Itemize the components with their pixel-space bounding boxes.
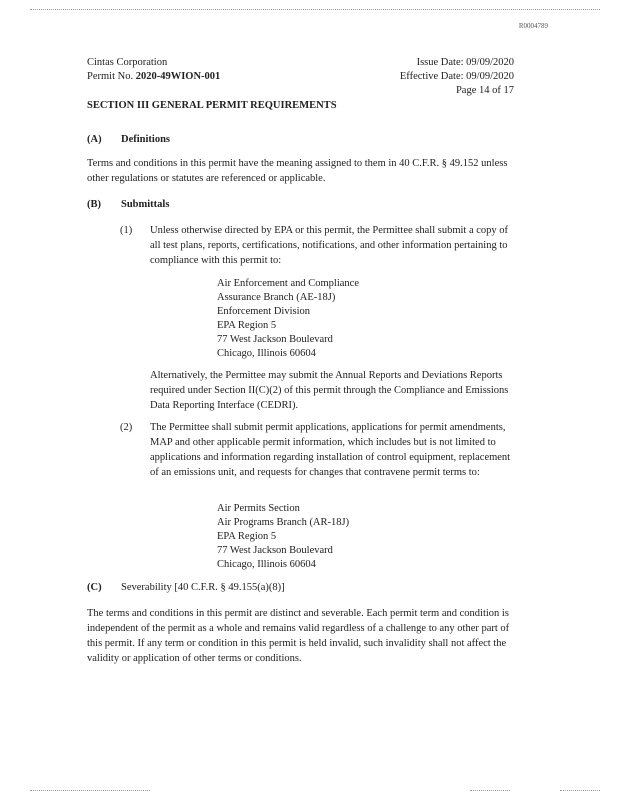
item-2-text: The Permittee shall submit permit applications, applications for permit amendments, MAP and other applicable permit information, which includes but is not limited to applications and information regarding installation of control equipment, replacement of an emissions unit, and requests for changes that contravene permit terms to: [150,422,511,478]
severability-paragraph: The terms and conditions in this permit are distinct and severable. Each permit term and condition is independent of the permit as a whole and remains valid regardless of a challenge to any other part of this permit. If any term or condition in this permit is held invalid, such invalidity shall not affect the validity or application of other terms or conditions. [87,608,510,664]
address-line: Chicago, Illinois 60604 [217,559,316,570]
header-right [400,56,514,98]
submittals-item-2 [120,420,520,480]
scan-edge-top [30,9,600,10]
address-line: EPA Region 5 [217,531,277,542]
permit-number: 2020-49WION-001 [135,71,221,82]
section-title: SECTION III GENERAL PERMIT REQUIREMENTS [87,100,337,111]
enforcement-address [217,277,359,361]
issue-date: Issue Date: 09/09/2020 [416,57,514,68]
address-line: Air Permits Section [217,503,300,514]
page-number: Page 14 of 17 [455,85,514,96]
submittals-item-1 [120,223,520,268]
scan-edge-bottom [560,790,600,791]
address-line: 77 West Jackson Boulevard [217,545,333,556]
permit-number-line [87,70,220,84]
address-line: EPA Region 5 [217,320,277,331]
address-line: Chicago, Illinois 60604 [217,348,316,359]
cedri-alternative-paragraph: Alternatively, the Permittee may submit the Annual Reports and Deviations Reports required under Section II(C)(2) of this permit through the Compliance and Emissions Data Reporting Interface (CEDRI). [150,370,509,411]
subsection-a-heading [87,132,170,147]
item-1-number: (1) [120,225,133,236]
header-left [87,56,220,84]
definitions-paragraph: Terms and conditions in this permit have the meaning assigned to them in 40 C.F.R. § 49.152 unless other regulations or statutes are referenced or applicable. [87,158,508,184]
subsection-b-letter: (B) [87,199,101,210]
scan-edge-bottom [30,790,150,791]
subsection-c-heading [87,580,285,595]
address-line: Assurance Branch (AE-18J) [217,292,336,303]
permit-label: Permit No. [87,71,136,82]
subsection-c-letter: (C) [87,582,102,593]
address-line: Air Enforcement and Compliance [217,278,359,289]
document-id: R0004789 [518,22,548,30]
item-2-number: (2) [120,422,133,433]
address-line: Enforcement Division [217,306,311,317]
address-line: 77 West Jackson Boulevard [217,334,333,345]
scan-edge-bottom [470,790,510,791]
subsection-b-heading [87,197,169,212]
address-line: Air Programs Branch (AR-18J) [217,517,350,528]
item-1-text: Unless otherwise directed by EPA or this permit, the Permittee shall submit a copy of all test plans, reports, certifications, notifications, and other information pertaining to compliance with this permit to: [150,225,509,266]
company-name: Cintas Corporation [87,57,168,68]
subsection-a-letter: (A) [87,134,102,145]
subsection-c-title: Severability [40 C.F.R. § 49.155(a)(8)] [121,582,285,593]
subsection-a-title: Definitions [121,134,171,145]
permits-address [217,502,349,572]
effective-date: Effective Date: 09/09/2020 [399,71,514,82]
subsection-b-title: Submittals [121,199,170,210]
